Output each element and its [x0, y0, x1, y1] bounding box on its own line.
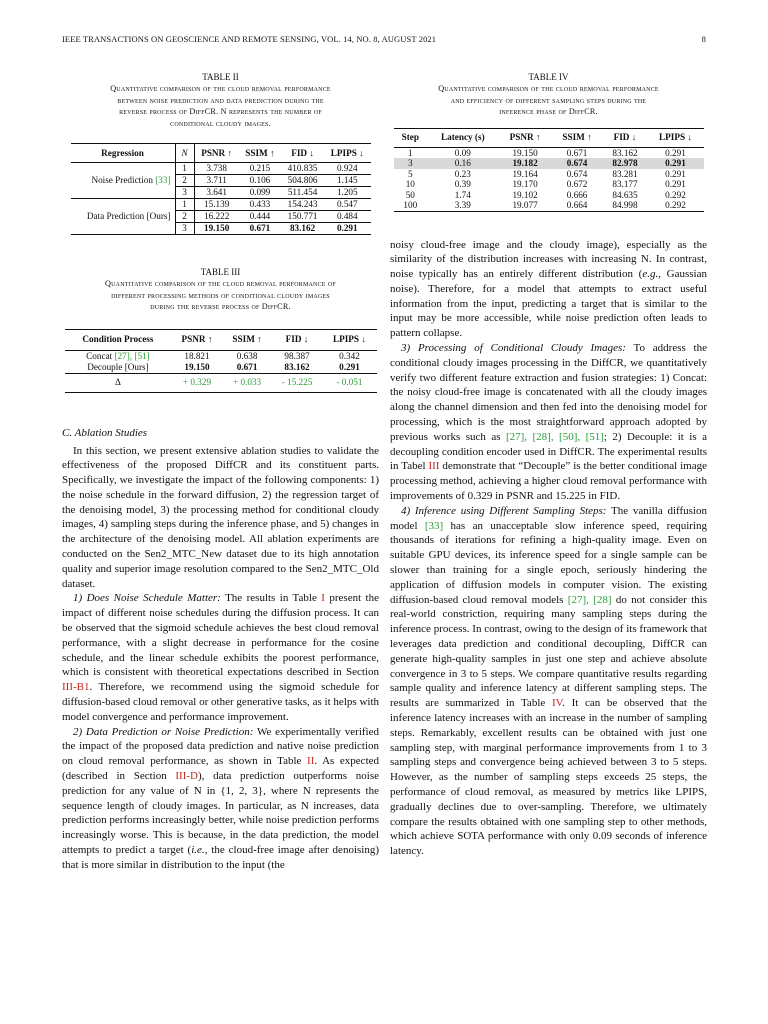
- cell: 0.106: [239, 175, 281, 187]
- cell: 50: [405, 189, 415, 200]
- cell: 0.291: [665, 179, 686, 189]
- col-header: FID ↓: [291, 147, 314, 158]
- subsection-title: 1) Does Noise Schedule Matter:: [73, 592, 221, 605]
- cell: 2: [175, 175, 194, 187]
- cell: 19.150: [184, 361, 210, 372]
- section-heading: C. Ablation Studies: [62, 426, 148, 439]
- text-run: noisy cloud-free image and the cloudy image), especially as the similarity of the distribution increases with increasing N. In contrast, noise typically has an entirely different distribution (: [390, 238, 707, 281]
- caption-line: between noise prediction and data prediction during the: [117, 95, 324, 105]
- cell: 154.243: [281, 199, 324, 211]
- text-run: do not consider this real-world constriction, requiring many sampling steps during the inference process. In contrast, owing to the design of its framework that leverages data prediction and conditional decoupling, DiffCR can generate high-quality samples in just one step and achieve absolute convergence in 3 to 5 steps. We compare quantitative results regarding sample quality and inference latency at different sampling steps. The results are summarized in Table: [390, 593, 708, 710]
- page-number: 8: [701, 34, 706, 44]
- cell: 83.162: [284, 361, 310, 372]
- table2: [71, 143, 371, 235]
- cell: 19.182: [512, 158, 538, 168]
- table-row: [394, 190, 704, 201]
- cell: 83.281: [612, 168, 638, 179]
- table4: [394, 128, 704, 212]
- group-name: Noise Prediction: [91, 175, 153, 185]
- col-header: LPIPS ↓: [659, 132, 692, 143]
- cell: 1: [408, 147, 413, 158]
- row-label: Decouple [Ours]: [87, 361, 149, 372]
- cell: 3.711: [194, 175, 239, 187]
- paragraph: [390, 341, 707, 504]
- cell: 83.177: [612, 179, 638, 189]
- cell: 0.39: [454, 179, 471, 189]
- cell: 0.547: [324, 199, 370, 211]
- cell: 1.205: [336, 187, 358, 197]
- right-column: [390, 72, 707, 859]
- text-run: We experimentally verified the impact of the proposed data prediction and native noise prediction on cloud removal performance, as shown in Table: [62, 725, 379, 768]
- cell: 98.387: [284, 350, 310, 361]
- table-ref-link[interactable]: III: [428, 460, 440, 473]
- cell: 0.215: [239, 163, 281, 175]
- caption-line: Quantitative comparison of the cloud removal performance: [110, 84, 331, 93]
- cell: 504.806: [281, 175, 324, 187]
- cell: 0.291: [665, 168, 686, 179]
- cell: 0.09: [454, 147, 471, 158]
- citation-link[interactable]: [27], [28]: [567, 593, 612, 606]
- col-header: Condition Process: [82, 334, 154, 344]
- cell: 0.291: [665, 158, 686, 168]
- caption-line: Quantitative comparison of the cloud removal performance: [438, 84, 659, 93]
- col-header: Latency (s): [441, 132, 485, 143]
- text-run: , Gaussian noise). Therefore, for a model that attempts to extract useful information from the input, predicting a target that is similar to the input may be more accessible, while noise prediction often leads to pattern collapse.: [390, 268, 707, 340]
- cell: 1.145: [324, 175, 370, 187]
- caption-line: Quantitative comparison of the cloud removal performance of: [105, 279, 336, 288]
- row-group-label: [71, 199, 176, 235]
- caption-line: different processing methods of conditional cloudy images: [111, 290, 330, 300]
- cell: 3.39: [454, 200, 471, 210]
- cell: 0.291: [339, 361, 360, 372]
- col-header: FID ↓: [613, 132, 637, 143]
- cell: 15.139: [194, 199, 239, 211]
- cell: 1: [175, 199, 194, 211]
- caption-line: reverse process of DiffCR. N represents the number of: [119, 107, 322, 116]
- cell: 0.671: [249, 223, 271, 233]
- paragraph: [390, 504, 707, 859]
- cell: 0.291: [665, 147, 686, 158]
- cell: 1.74: [454, 189, 471, 200]
- cell: 0.444: [239, 211, 281, 223]
- col-header: SSIM ↑: [245, 147, 275, 158]
- table3: [65, 329, 377, 393]
- table-ref-link[interactable]: II: [307, 755, 315, 768]
- table-ref-link[interactable]: IV: [551, 697, 563, 710]
- table2-group-data: [71, 199, 371, 235]
- table3-block: [62, 267, 379, 393]
- cell: 3: [408, 158, 413, 168]
- cell: 0.23: [454, 168, 471, 179]
- cell: 19.102: [512, 189, 538, 200]
- text-run: . It can be observed that the inference latency increases with an increase in the number of sampling steps. Remarkably, excellent results can be obtained with just one sampling step, with marginal performance improvements from 1 to 3 sampling steps and convergence being achieved between 3 to 5 steps. However, as the number of sampling steps exceeds 25 steps, the performance of cloud removal, as measured by metrics like LPIPS, gradually declines due to over-sampling. Therefore, we ultimately compare the results obtained with one sampling step to other methods, which achieve SOTA performance with only 0.09 seconds of inference latency.: [390, 697, 707, 858]
- table4-caption: [390, 83, 707, 118]
- col-header: PSNR ↑: [201, 147, 233, 158]
- cell: 84.635: [612, 189, 638, 200]
- col-header: FID ↓: [285, 334, 309, 344]
- col-header: PSNR ↑: [181, 334, 213, 344]
- cell: 16.222: [194, 211, 239, 223]
- cell: 100: [403, 200, 418, 210]
- cell: 0.292: [665, 200, 686, 210]
- text-run: e.g.: [642, 268, 659, 281]
- row-label: [65, 350, 172, 362]
- cell: 0.292: [665, 189, 686, 200]
- col-header: SSIM ↑: [232, 334, 262, 344]
- cell: 3.641: [206, 187, 227, 197]
- cell: 18.821: [184, 350, 210, 361]
- paragraph: [62, 591, 379, 724]
- cell: 0.16: [454, 158, 471, 168]
- cell: 150.771: [281, 211, 324, 223]
- cell: 410.835: [281, 163, 324, 175]
- cell: 19.150: [512, 147, 538, 158]
- paragraph: [390, 238, 707, 342]
- col-header: LPIPS ↓: [332, 334, 366, 344]
- row-group-label: [71, 163, 176, 199]
- table-row: [65, 350, 377, 362]
- cell: 0.666: [566, 189, 588, 200]
- cell: 2: [175, 211, 194, 223]
- cell: - 0.051: [336, 377, 363, 387]
- cell: 0.291: [336, 223, 358, 233]
- section-ref-link[interactable]: III-B1: [62, 681, 90, 694]
- text-run: has an unacceptable slow inference speed, requiring thousands of iterations for refining a high-quality image. Even on suitable GPU devices, its inference speed for a single sample can be slower than training for a single epoch, seriously hindering the application of diffusion models in computer vision. The existing diffusion-based cloud removal models: [390, 519, 707, 606]
- cell: 19.077: [512, 200, 538, 210]
- text-run: The vanilla diffusion model: [390, 504, 707, 532]
- cell: 19.164: [512, 168, 538, 179]
- col-header: SSIM ↑: [562, 132, 592, 143]
- col-header: PSNR ↑: [509, 132, 541, 143]
- cell: 0.671: [236, 361, 258, 372]
- cell: 83.162: [612, 147, 638, 158]
- text-run: ), data prediction outperforms noise prediction for any value of N in {1, 2, 3}, where N represents the sequence length of cloudy images. In particular, as N increases, data prediction performs increasingly better, while noise prediction performs increasingly worse. This is because, in the data prediction, the model attempts to predict a target (: [62, 770, 379, 857]
- table-row: [394, 200, 704, 211]
- cell: 511.454: [287, 187, 318, 197]
- cell: 0.671: [566, 147, 588, 158]
- group-name: Data Prediction [Ours]: [86, 211, 171, 221]
- ablation-section: [62, 427, 379, 873]
- paragraph: In this section, we present extensive ablation studies to validate the effectiveness of the proposed DiffCR and its constituent parts. Specifically, we investigate the impact of the following components: 1) the noise schedule in the forward diffusion, 2) the regression target of the denoising model, 3) the processing method for conditional cloudy images, 4) sampling steps during the inference phase, and 5) changes in the architecture of the denoising model. All ablation experiments are conducted on the Sen2_MTC_New dataset due to its high annotation quality and superior image resolution compared to the Sen2_MTC_Old dataset.: [62, 444, 379, 590]
- paragraph: [62, 725, 379, 873]
- caption-line: inference phase of DiffCR.: [499, 107, 598, 116]
- cell: 0.433: [239, 199, 281, 211]
- text-run: demonstrate that “Decouple” is the better conditional image processing method, achieving a higher cloud removal performance with improvements of 0.329 in PSNR and 15.225 in FID.: [390, 460, 707, 503]
- citation-link[interactable]: [27], [51]: [114, 350, 150, 361]
- journal-title: IEEE TRANSACTIONS ON GEOSCIENCE AND REMOTE SENSING, VOL. 14, NO. 8, AUGUST 2021: [62, 34, 437, 44]
- table-row: [394, 147, 704, 158]
- col-header: Regression: [101, 147, 144, 158]
- cell: 84.998: [612, 200, 638, 210]
- cell: 0.099: [249, 187, 271, 197]
- subsection-title: 3) Processing of Conditional Cloudy Images:: [401, 342, 626, 355]
- table2-label: TABLE II: [202, 72, 239, 82]
- text-run: To address the conditional cloudy images processing in the DiffCR, we quantitatively verify two different feature extraction and fusion strategies: 1) Concat: the noisy cloud-free image is concatenated with all the cloudy images along the channel dimension and then fed into the denoising model for processing, which is the most straightforward approach adopted by previous works such as: [390, 342, 707, 443]
- cell: 19.150: [204, 223, 230, 233]
- text-run: present the impact of different noise schedules during the diffusion process. It can be observed that the sigmoid schedule achieves the best cloud removal performance, with a slight decrease in performance for the cosine schedule, and the linear schedule exhibits the poorest performance, which is consistent with theoretical expectations described in Section: [62, 592, 379, 679]
- table2-caption: [62, 83, 379, 129]
- text-run: . Therefore, we recommend using the sigmoid schedule for diffusion-based cloud removal or other generative tasks, as it helps with model convergence and performance improvement.: [62, 681, 379, 723]
- table-row: [71, 163, 371, 175]
- right-body: [390, 238, 707, 859]
- table-row: [71, 199, 371, 211]
- subsection-title: 2) Data Prediction or Noise Prediction:: [73, 725, 254, 738]
- cell: + 0.329: [182, 377, 212, 387]
- cell: 10: [405, 179, 415, 189]
- cell: 0.664: [566, 200, 588, 210]
- table3-caption: [62, 278, 379, 313]
- citation-link[interactable]: [27], [28], [50], [51]: [505, 430, 604, 443]
- col-header: LPIPS ↓: [330, 147, 364, 158]
- left-column: [62, 72, 379, 873]
- cell: 0.674: [566, 158, 588, 168]
- cell: 0.342: [339, 350, 360, 361]
- cell: 3: [175, 223, 194, 235]
- text-run: . As expected (described in Section: [62, 755, 380, 783]
- cell: - 15.225: [281, 377, 313, 387]
- cell: 83.162: [289, 223, 316, 233]
- table2-group-noise: [71, 163, 371, 199]
- cell: 5: [408, 168, 413, 179]
- cell: 1: [175, 163, 194, 175]
- cell: 0.672: [566, 179, 588, 189]
- table-row: [394, 179, 704, 190]
- caption-line: conditional cloudy images.: [170, 118, 271, 128]
- row-label: Δ: [114, 377, 121, 387]
- cell: 0.484: [324, 211, 370, 223]
- method-name: Concat: [86, 350, 113, 361]
- section-ref-link[interactable]: III-D: [175, 770, 198, 783]
- cell: 19.170: [512, 179, 538, 189]
- cell: 82.978: [612, 158, 638, 168]
- cell: 3: [175, 187, 194, 199]
- text-run: The results in Table: [220, 592, 322, 605]
- table-ref-link[interactable]: I: [321, 592, 325, 605]
- cell: 3.738: [194, 163, 239, 175]
- col-header: Step: [401, 132, 419, 143]
- text-run: ; 2) Decouple: it is a decoupling condition encoder used in DiffCR. The experimental results in Tabel: [390, 430, 707, 473]
- caption-line: during the reverse process of DiffCR.: [150, 302, 291, 311]
- subsection-title: 4) Inference using Different Sampling Steps:: [401, 504, 607, 517]
- table3-label: TABLE III: [200, 267, 241, 277]
- cell: 0.638: [236, 350, 258, 361]
- cell: 0.674: [566, 168, 588, 179]
- cell: 0.924: [324, 163, 370, 175]
- cell: + 0.033: [233, 377, 262, 387]
- text-run: , the cloud-free image after denoising) that is more similar in distribution to the input (the: [62, 844, 379, 871]
- col-header: N: [175, 144, 194, 163]
- caption-line: and efficiency of different sampling steps during the: [450, 95, 647, 105]
- table-row-highlighted: [394, 158, 704, 169]
- running-header: [62, 34, 706, 44]
- table4-label: TABLE IV: [528, 72, 569, 82]
- text-run: i.e.: [191, 844, 205, 857]
- table-row-best: [65, 362, 377, 374]
- table-row: [394, 169, 704, 180]
- delta-row: [65, 373, 377, 392]
- table4-block: [390, 72, 707, 212]
- citation-link[interactable]: [33]: [424, 519, 444, 532]
- table2-block: [62, 72, 379, 235]
- citation-link[interactable]: [33]: [155, 175, 171, 185]
